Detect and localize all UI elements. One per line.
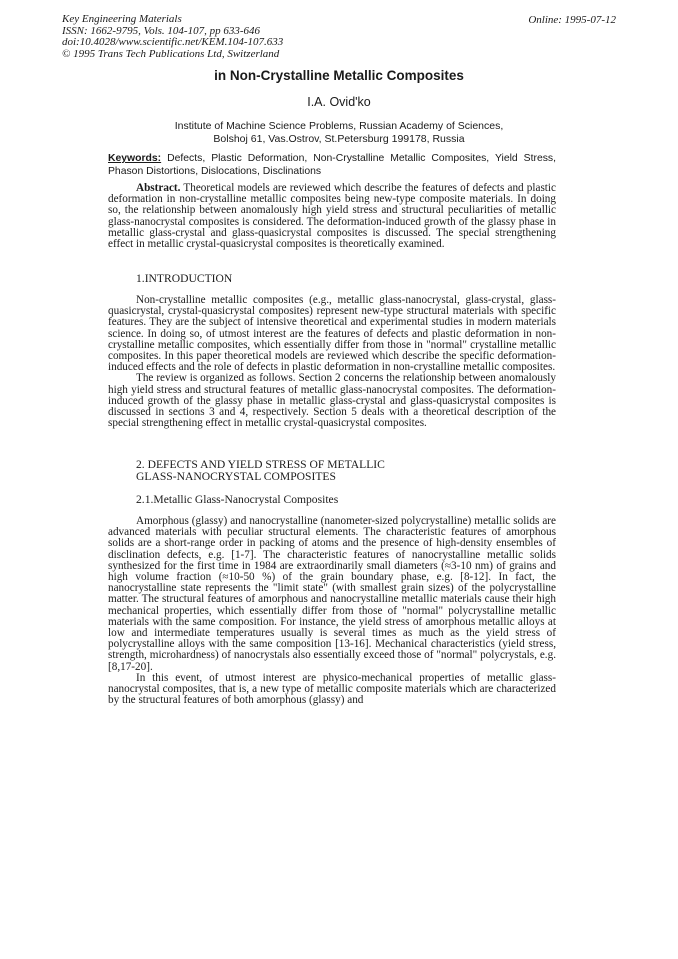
affiliation xyxy=(0,120,678,145)
subsection-2-1-heading: 2.1.Metallic Glass-Nanocrystal Composites xyxy=(136,493,339,506)
affiliation-line-2: Bolshoj 61, Vas.Ostrov, St.Petersburg 199178, Russia xyxy=(213,132,465,145)
section-1-paragraph-2: The review is organized as follows. Section 2 concerns the relationship between anomalously high yield stress and structural features of metallic glass-nanocrystal composites. The deformation-induced growth of the glassy phase in metallic glass-crystal and glass-quasicrystal composites is discussed in sections 3 and 4, respectively. Section 5 deals with a theoretical description of the special strengthening effect in metallic crystal-quasicrystal composites. xyxy=(108,372,556,430)
section-2-paragraph-2: In this event, of utmost interest are physico-mechanical properties of metallic glass-nanocrystal composites, that is, a new type of metallic composite materials which are characterized by the structural features of both amorphous (glassy) and xyxy=(108,671,556,707)
section-2-heading-line-1: 2. DEFECTS AND YIELD STRESS OF METALLIC xyxy=(136,458,385,471)
section-1-paragraph-1: Non-crystalline metallic composites (e.g., metallic glass-nanocrystal, glass-crystal, glass-quasicrystal, crystal-quasicrystal composites) represent new-type structural materials with specific features. They are the subject of intensive theoretical and experimental studies in modern materials science. In doing so, of utmost interest are the features of defects and plastic deformation in non-crystalline metallic composites, which essentially differ from those in "normal" crystalline metallic composites. In this paper theoretical models are reviewed which describe the specific deformation-induced effects and the role of defects in plastic deformation in non-crystalline metallic composites. xyxy=(108,294,556,374)
journal-name: Key Engineering Materials xyxy=(62,13,182,25)
section-2-heading-line-2: GLASS-NANOCRYSTAL COMPOSITES xyxy=(136,470,336,483)
section-2-paragraph-1: Amorphous (glassy) and nanocrystalline (nanometer-sized polycrystalline) metallic solids are advanced materials with peculiar structural elements. The characteristic features of amorphous solids are a short-range order in packing of atoms and the presence of high-density ensembles of disclination defects, e.g. [1-7]. The characteristic features of nanocrystalline metallic solids synthesized for the first time in 1984 are extraordinarily small diameters (≈3-10 nm) of grains and high volume fraction (≈10-50 %) of the grain boundary phase, e.g. [8-12]. In fact, the nanocrystalline state represents the "limit state" (with smallest grain sizes) of the polycrystalline matter. The structural features of amorphous and nanocrystalline metallic materials cause their high mechanical properties, which essentially differ from those of "normal" polycrystalline metallic materials with the same composition. For instance, the yield stress of amorphous metallic alloys at low and intermediate temperatures usually is several times as much as the yield stress of polycrystalline alloys with the same composition [13-16]. Mechanical characteristics (yield stress, strength, microhardness) of nanocrystals also essentially exceed those of "normal" polycrystals, e.g. [8,17-20]. xyxy=(108,515,556,673)
keywords-text: Defects, Plastic Deformation, Non-Crystalline Metallic Composites, Yield Stress, Phason Distortions, Dislocations, Disclinations xyxy=(108,153,556,177)
journal-header xyxy=(62,14,283,60)
keywords-label: Keywords: xyxy=(108,153,162,164)
affiliation-line-1: Institute of Machine Science Problems, Russian Academy of Sciences, xyxy=(174,120,504,132)
online-date: Online: 1995-07-12 xyxy=(528,14,616,26)
abstract-label: Abstract. xyxy=(136,182,181,194)
keywords-block xyxy=(108,153,556,178)
paper-title: in Non-Crystalline Metallic Composites xyxy=(214,68,464,83)
abstract-block xyxy=(108,183,556,250)
section-2-body xyxy=(108,516,556,706)
section-1-heading: 1.INTRODUCTION xyxy=(136,272,233,285)
section-2-heading xyxy=(136,459,385,483)
doi-line: doi:10.4028/www.scientific.net/KEM.104-107.633 xyxy=(62,36,284,49)
author-name: I.A. Ovid'ko xyxy=(307,95,371,109)
abstract-text: Theoretical models are reviewed which describe the features of defects and plastic deformation in non-crystalline metallic composites being new-type composite materials. In doing so, the relationship between anomalously high yield stress and structural peculiarities of metallic glass-nanocrystal composites is considered. The deformation-induced growth of the glassy phase in metallic glass-crystal and glass-quasicrystal composites is discussed. The special strengthening effect in metallic crystal-quasicrystal composites is theoretically examined. xyxy=(108,182,556,251)
issn-line: ISSN: 1662-9795, Vols. 104-107, pp 633-646 xyxy=(62,24,260,37)
copyright-line: © 1995 Trans Tech Publications Ltd, Switzerland xyxy=(62,47,280,60)
section-1-body xyxy=(108,295,556,429)
